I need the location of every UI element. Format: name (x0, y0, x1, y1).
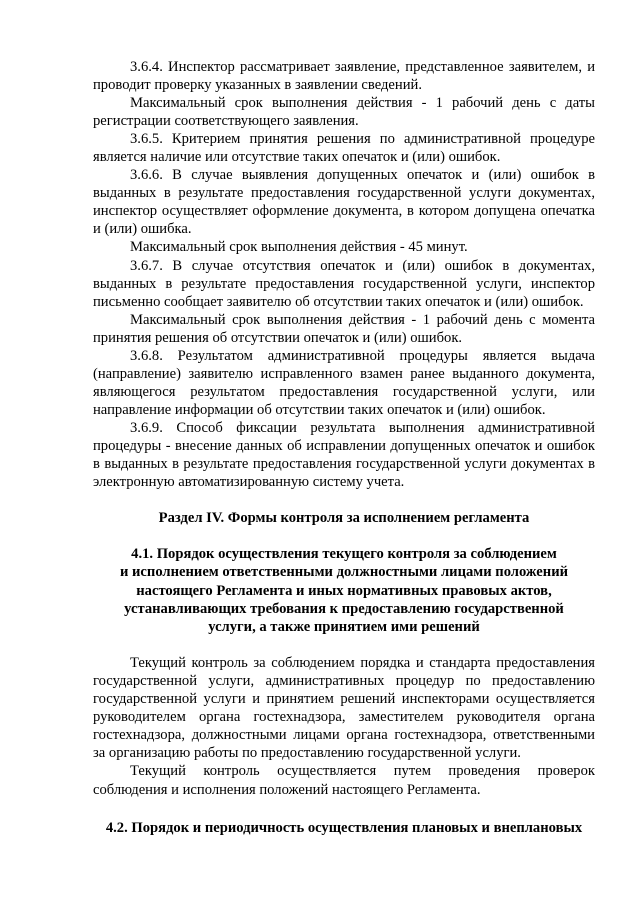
subsection-4-1-line: и исполнением ответственными должностными лицами положений (119, 564, 569, 581)
spacer (93, 636, 595, 654)
paragraph-3-6-4: 3.6.4. Инспектор рассматривает заявление, представленное заявителем, и проводит проверку указанных в заявлении сведений. (93, 59, 595, 94)
paragraph-3-6-7: 3.6.7. В случае отсутствия опечаток и (или) ошибок в документах, выданных в результате предоставления государственной услуги, инспектор письменно сообщает заявителю об отсутствии таких опечаток и (или) ошибок. (93, 257, 595, 310)
paragraph-3-6-8: 3.6.8. Результатом административной процедуры является выдача (направление) заявителю исправленного взамен ранее выданного документа, являющегося результатом предоставления государственной услуги, или направление информации об отсутствии таких опечаток и (или) ошибок. (93, 347, 595, 418)
subsection-4-1-heading (93, 545, 595, 636)
document-page (93, 58, 595, 837)
paragraph-3-6-5: 3.6.5. Критерием принятия решения по административной процедуре является наличие или отсутствие таких опечаток и (или) ошибок. (93, 131, 595, 166)
subsection-4-1-line: 4.1. Порядок осуществления текущего контроля за соблюдением (131, 546, 557, 563)
paragraph-current-control: Текущий контроль за соблюдением порядка и стандарта предоставления государственной услуги, административных процедур по предоставлению государственной услуги и принятием решений инспекторами осуществляется руководителем органа гостехнадзора, заместителем руководителя органа гостехнадзора, должностными лицами органа гостехнадзора, ответственными за организацию работы по предоставлению государственной услуги. (93, 655, 595, 762)
paragraph-3-6-6: 3.6.6. В случае выявления допущенных опечаток и (или) ошибок в выданных в результате предоставления государственной услуги документах, инспектор осуществляет оформление документа, в котором допущена опечатка и (или) ошибка. (93, 167, 595, 238)
subsection-4-1-line: устанавливающих требования к предоставлению государственной (124, 600, 564, 617)
paragraph-inspections: Текущий контроль осуществляется путем проведения проверок соблюдения и исполнения положений настоящего Регламента. (93, 763, 595, 798)
subsection-4-1-line: услуги, а также принятием ими решений (208, 618, 480, 635)
paragraph-deadline-2: Максимальный срок выполнения действия - 45 минут. (130, 239, 468, 256)
section-heading: Раздел IV. Формы контроля за исполнением регламента (158, 510, 530, 527)
paragraph-deadline-1: Максимальный срок выполнения действия - 1 рабочий день с даты регистрации соответствующего заявления. (93, 95, 595, 130)
paragraph-3-6-9: 3.6.9. Способ фиксации результата выполнения административной процедуры - внесение данных об исправлении допущенных опечаток и ошибок в выданных в результате предоставления государственной услуги документах в электронную автоматизированную систему учета. (93, 419, 595, 491)
subsection-4-1-line: настоящего Регламента и иных нормативных правовых актов, (136, 582, 552, 599)
subsection-4-2-heading: 4.2. Порядок и периодичность осуществления плановых и внеплановых (105, 819, 583, 836)
paragraph-deadline-3: Максимальный срок выполнения действия - 1 рабочий день с момента принятия решения об отсутствии опечаток и (или) ошибок. (93, 311, 595, 346)
